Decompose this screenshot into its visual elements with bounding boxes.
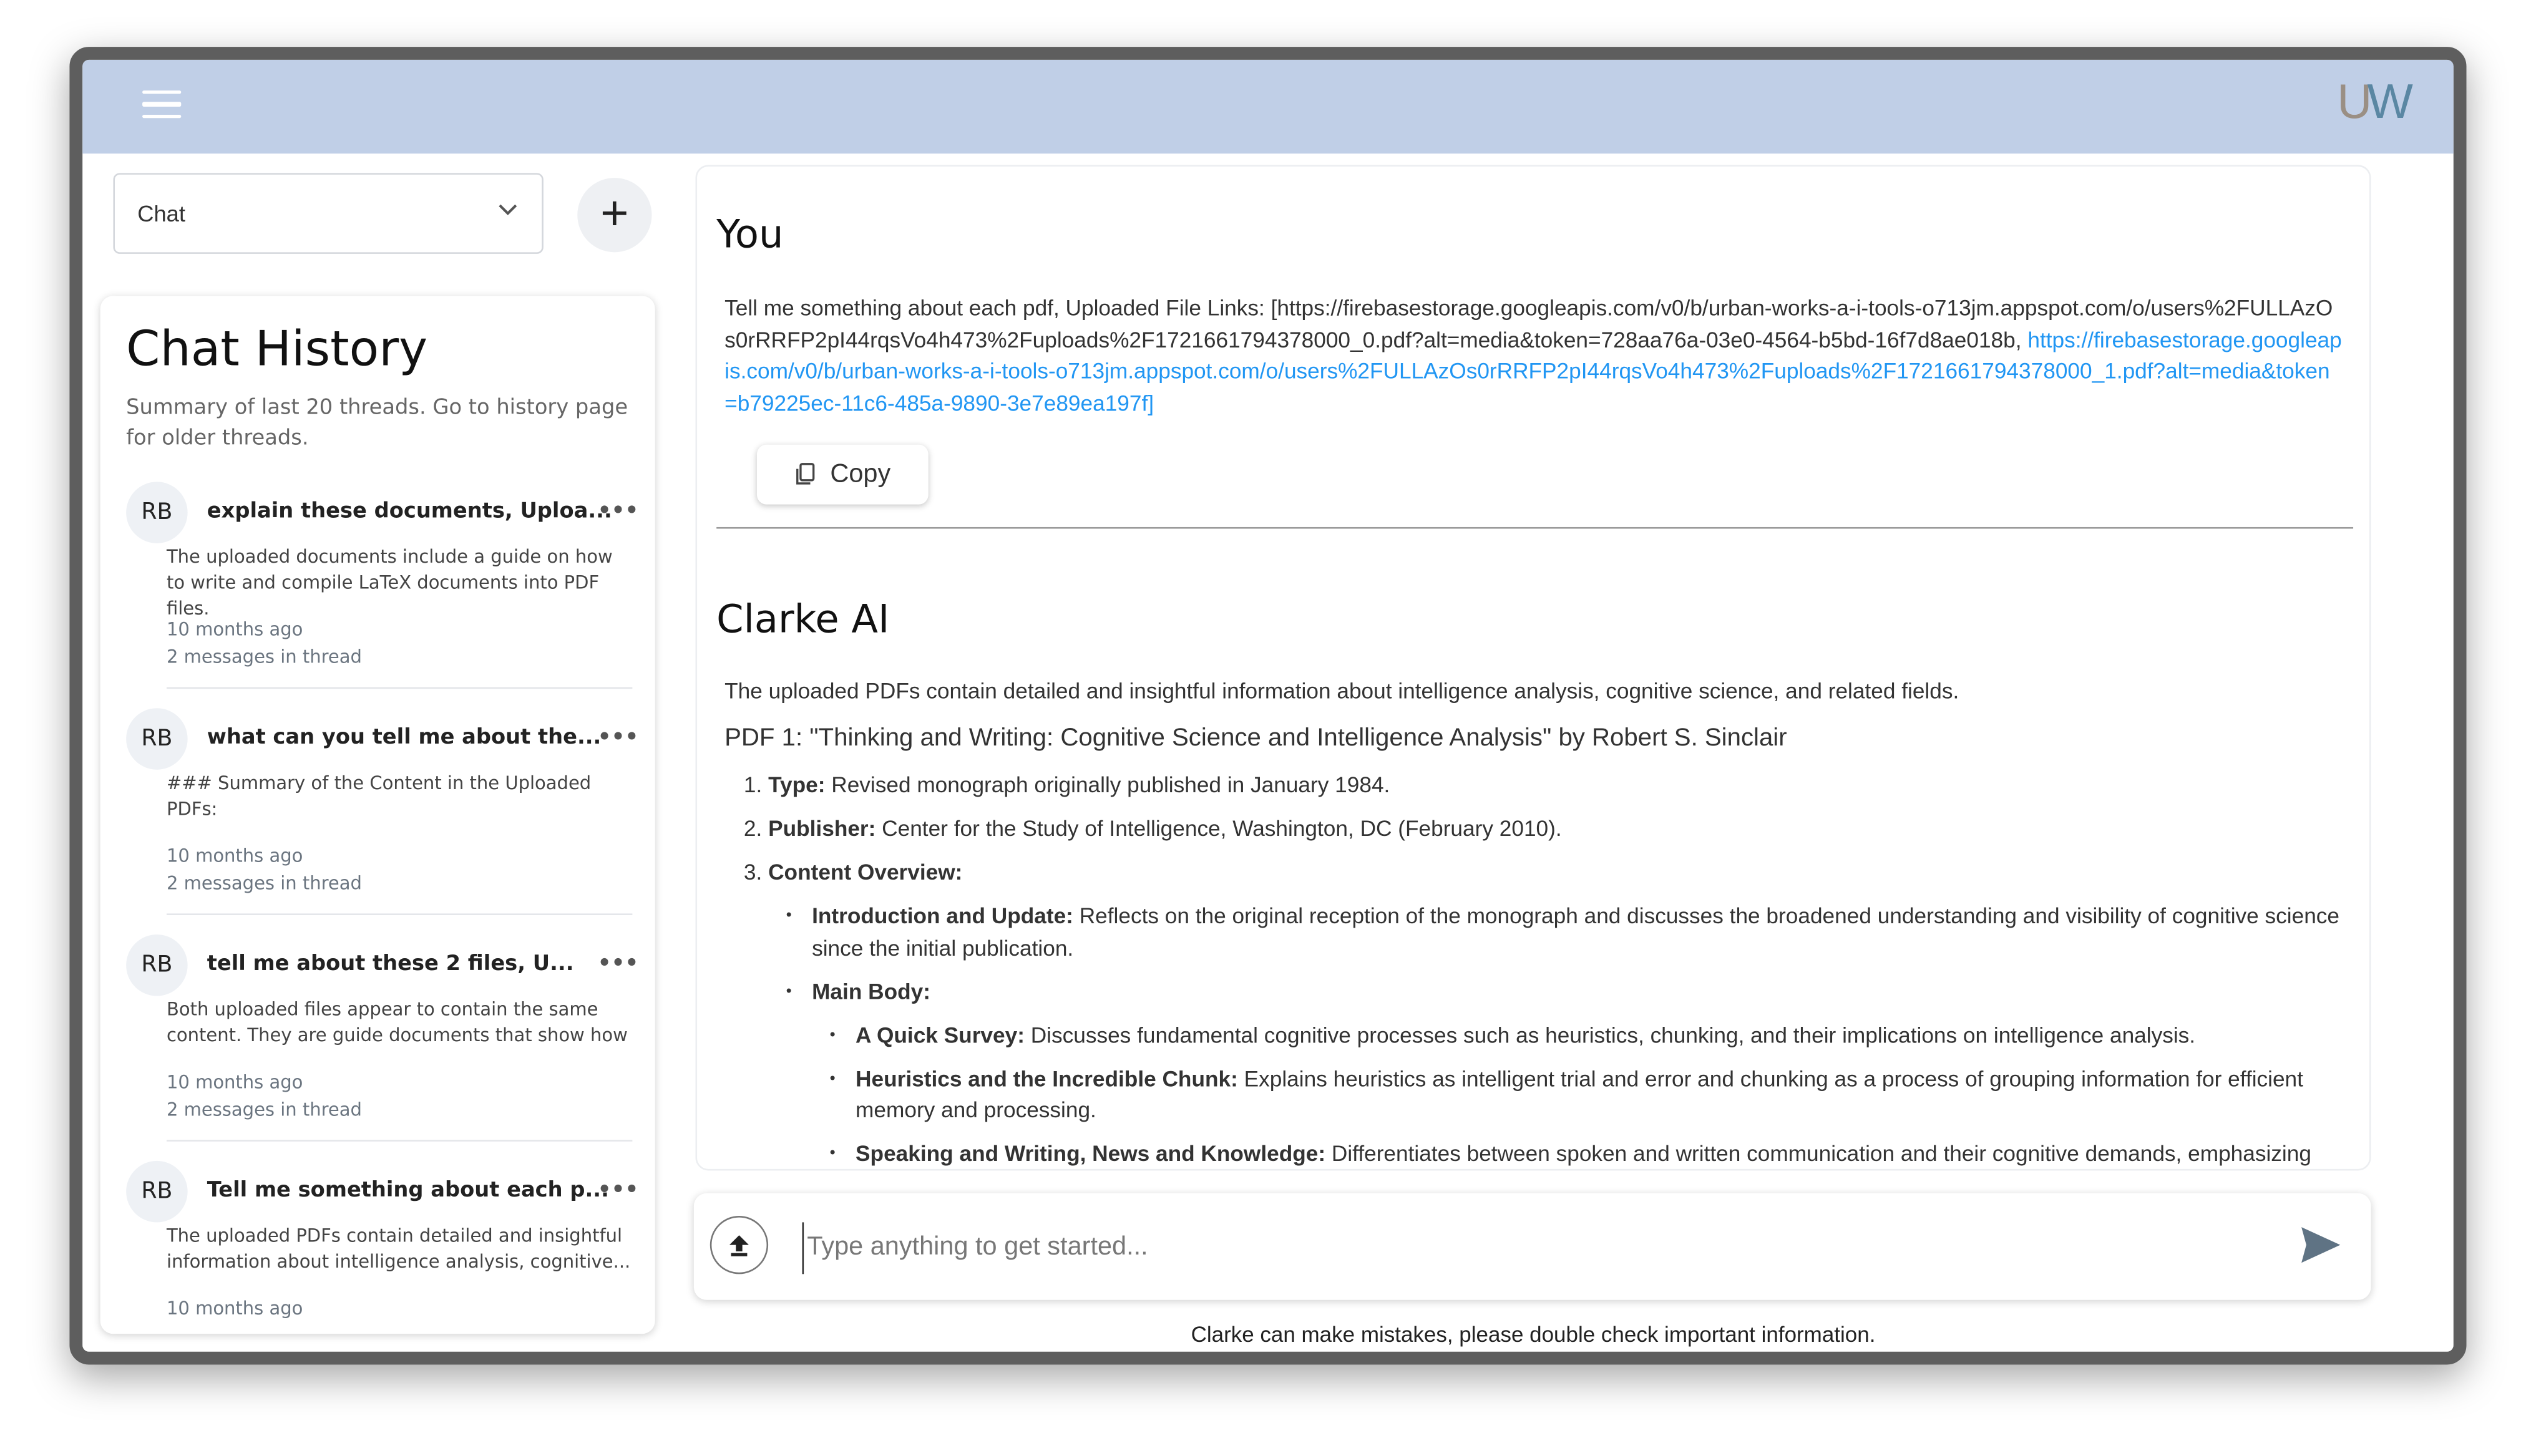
item-label: Heuristics and the Incredible Chunk: <box>856 1066 1238 1091</box>
more-options-icon[interactable]: ••• <box>597 1173 638 1205</box>
history-item-time: 10 months ago <box>166 1298 303 1319</box>
file-link[interactable]: https://firebasestorage.googleapis.com/v0/b/urban-works-a-i-tools-o713jm.appspot.com/o/users%2FULLAzOs0rRRFP2pI44rqsVo4h473%2Fuploads%2F1721661794378000_1.pdf?alt=media&token=b79225ec-11c6-485a-9890-3e7e89ea197f] <box>724 327 2342 415</box>
new-chat-button[interactable] <box>577 178 651 252</box>
chat-history-title: Chat History <box>126 321 428 379</box>
pdf1-details <box>724 770 2350 1170</box>
list-item <box>768 813 2350 845</box>
chevron-down-icon <box>497 197 519 220</box>
item-label: Introduction and Update: <box>812 903 1073 928</box>
history-item[interactable] <box>126 934 637 1145</box>
copy-icon <box>794 462 817 487</box>
item-label: Content Overview: <box>768 860 963 885</box>
history-item[interactable] <box>126 708 637 918</box>
upload-button[interactable] <box>710 1216 768 1274</box>
top-bar <box>82 60 2454 153</box>
divider <box>167 1140 632 1142</box>
more-options-icon[interactable]: ••• <box>597 947 638 979</box>
item-label: Main Body: <box>812 979 930 1004</box>
avatar: RB <box>126 934 187 996</box>
mode-select-value: Chat <box>137 200 185 226</box>
chat-history-panel <box>100 296 655 1334</box>
list-item <box>812 976 2350 1170</box>
history-item-title: Tell me something about each p... <box>207 1178 609 1203</box>
list-item <box>768 857 2350 1170</box>
item-text: Discusses fundamental cognitive processes such as heuristics, chunking, and their implications on intelligence analysis. <box>1024 1022 2196 1047</box>
pdf1-heading: PDF 1: "Thinking and Writing: Cognitive Science and Intelligence Analysis" by Robert S. Sinclair <box>724 723 1787 751</box>
hamburger-icon[interactable] <box>142 90 181 120</box>
item-label: Speaking and Writing, News and Knowledge: <box>856 1141 1326 1166</box>
user-message <box>724 293 2342 419</box>
history-item-count: 2 messages in thread <box>166 1099 362 1121</box>
ai-intro: The uploaded PDFs contain detailed and insightful information about intelligence analysis, cognitive science, and related fields. <box>724 679 1959 704</box>
history-item-preview: Both uploaded files appear to contain the same content. They are guide documents that show how <box>166 999 628 1046</box>
history-item[interactable] <box>126 1161 637 1334</box>
item-text: Explains heuristics as intelligent trial and error and chunking as a process of grouping information for efficient memory and processing. <box>856 1066 2303 1122</box>
composer <box>694 1193 2371 1300</box>
copy-label: Copy <box>830 460 891 488</box>
item-text: Center for the Study of Intelligence, Washington, DC (February 2010). <box>875 816 1562 841</box>
history-item-meta <box>167 842 362 897</box>
history-item-meta <box>167 1295 303 1323</box>
avatar: RB <box>126 708 187 769</box>
history-item-preview: The uploaded PDFs contain detailed and insightful information about intelligence analysis, cognitive... <box>166 1225 631 1273</box>
disclaimer: Clarke can make mistakes, please double check important information. <box>1191 1323 1876 1347</box>
logo: UW <box>2337 75 2409 130</box>
user-message-text: Tell me something about each pdf, Uploaded File Links: [https://firebasestorage.googleapis.com/v0/b/urban-works-a-i-tools-o713jm.appspot.com/o/users%2FULLAzOs0rRRFP2pI44rqsVo4h473%2Fuploads%2F1721661794378000_0.pdf?alt=media&token=728aa76a-03e0-4564-b5bd-16f7d8ae018b, <box>724 296 2333 352</box>
history-item-count: 2 messages in thread <box>166 873 362 895</box>
more-options-icon[interactable]: ••• <box>597 495 638 526</box>
app-window <box>69 47 2466 1364</box>
more-options-icon[interactable]: ••• <box>597 721 638 752</box>
history-item-time: 10 months ago <box>166 845 303 867</box>
history-item-meta <box>167 1069 362 1124</box>
send-icon[interactable] <box>2300 1226 2342 1264</box>
history-item-title: explain these documents, Uploa... <box>207 499 612 524</box>
item-text: Differentiates between spoken and written communication and their cognitive demands, emphasizing <box>1325 1141 2311 1166</box>
history-item-title: what can you tell me about the... <box>207 726 602 750</box>
divider <box>716 527 2353 529</box>
item-label: A Quick Survey: <box>856 1022 1025 1047</box>
item-label: Publisher: <box>768 816 876 841</box>
divider <box>167 687 632 689</box>
ai-label: Clarke AI <box>716 596 890 642</box>
item-text: Reflects on the original reception of the monograph and discusses the broadened understanding and visibility of cognitive science since the initial publication. <box>812 903 2340 960</box>
list-item <box>856 1138 2350 1170</box>
user-label: You <box>716 211 784 258</box>
list-item <box>812 901 2350 964</box>
message-input[interactable] <box>802 1222 2266 1274</box>
chat-history-subtitle: Summary of last 20 threads. Go to history page for older threads. <box>126 396 628 452</box>
conversation-panel <box>695 165 2371 1170</box>
avatar: RB <box>126 482 187 543</box>
mode-select[interactable] <box>113 173 543 254</box>
ai-message <box>724 676 2350 1170</box>
history-item-preview: The uploaded documents include a guide on how to write and compile LaTeX documents into PDF files. <box>166 546 613 619</box>
divider <box>167 913 632 915</box>
list-item <box>856 1019 2350 1051</box>
list-item <box>768 770 2350 802</box>
item-text: Revised monograph originally published in January 1984. <box>825 772 1390 797</box>
history-item-time: 10 months ago <box>166 619 303 641</box>
history-item-title: tell me about these 2 files, U... <box>207 952 574 977</box>
plus-icon: + <box>600 187 629 241</box>
history-item-time: 10 months ago <box>166 1072 303 1094</box>
history-item-meta <box>167 616 362 671</box>
upload-icon <box>726 1232 752 1258</box>
avatar: RB <box>126 1161 187 1222</box>
history-item[interactable] <box>126 482 637 692</box>
history-item-count: 2 messages in thread <box>166 646 362 668</box>
list-item <box>856 1063 2350 1126</box>
history-item-preview: ### Summary of the Content in the Uploaded PDFs: <box>166 772 592 820</box>
copy-button[interactable] <box>757 445 929 505</box>
item-label: Type: <box>768 772 826 797</box>
